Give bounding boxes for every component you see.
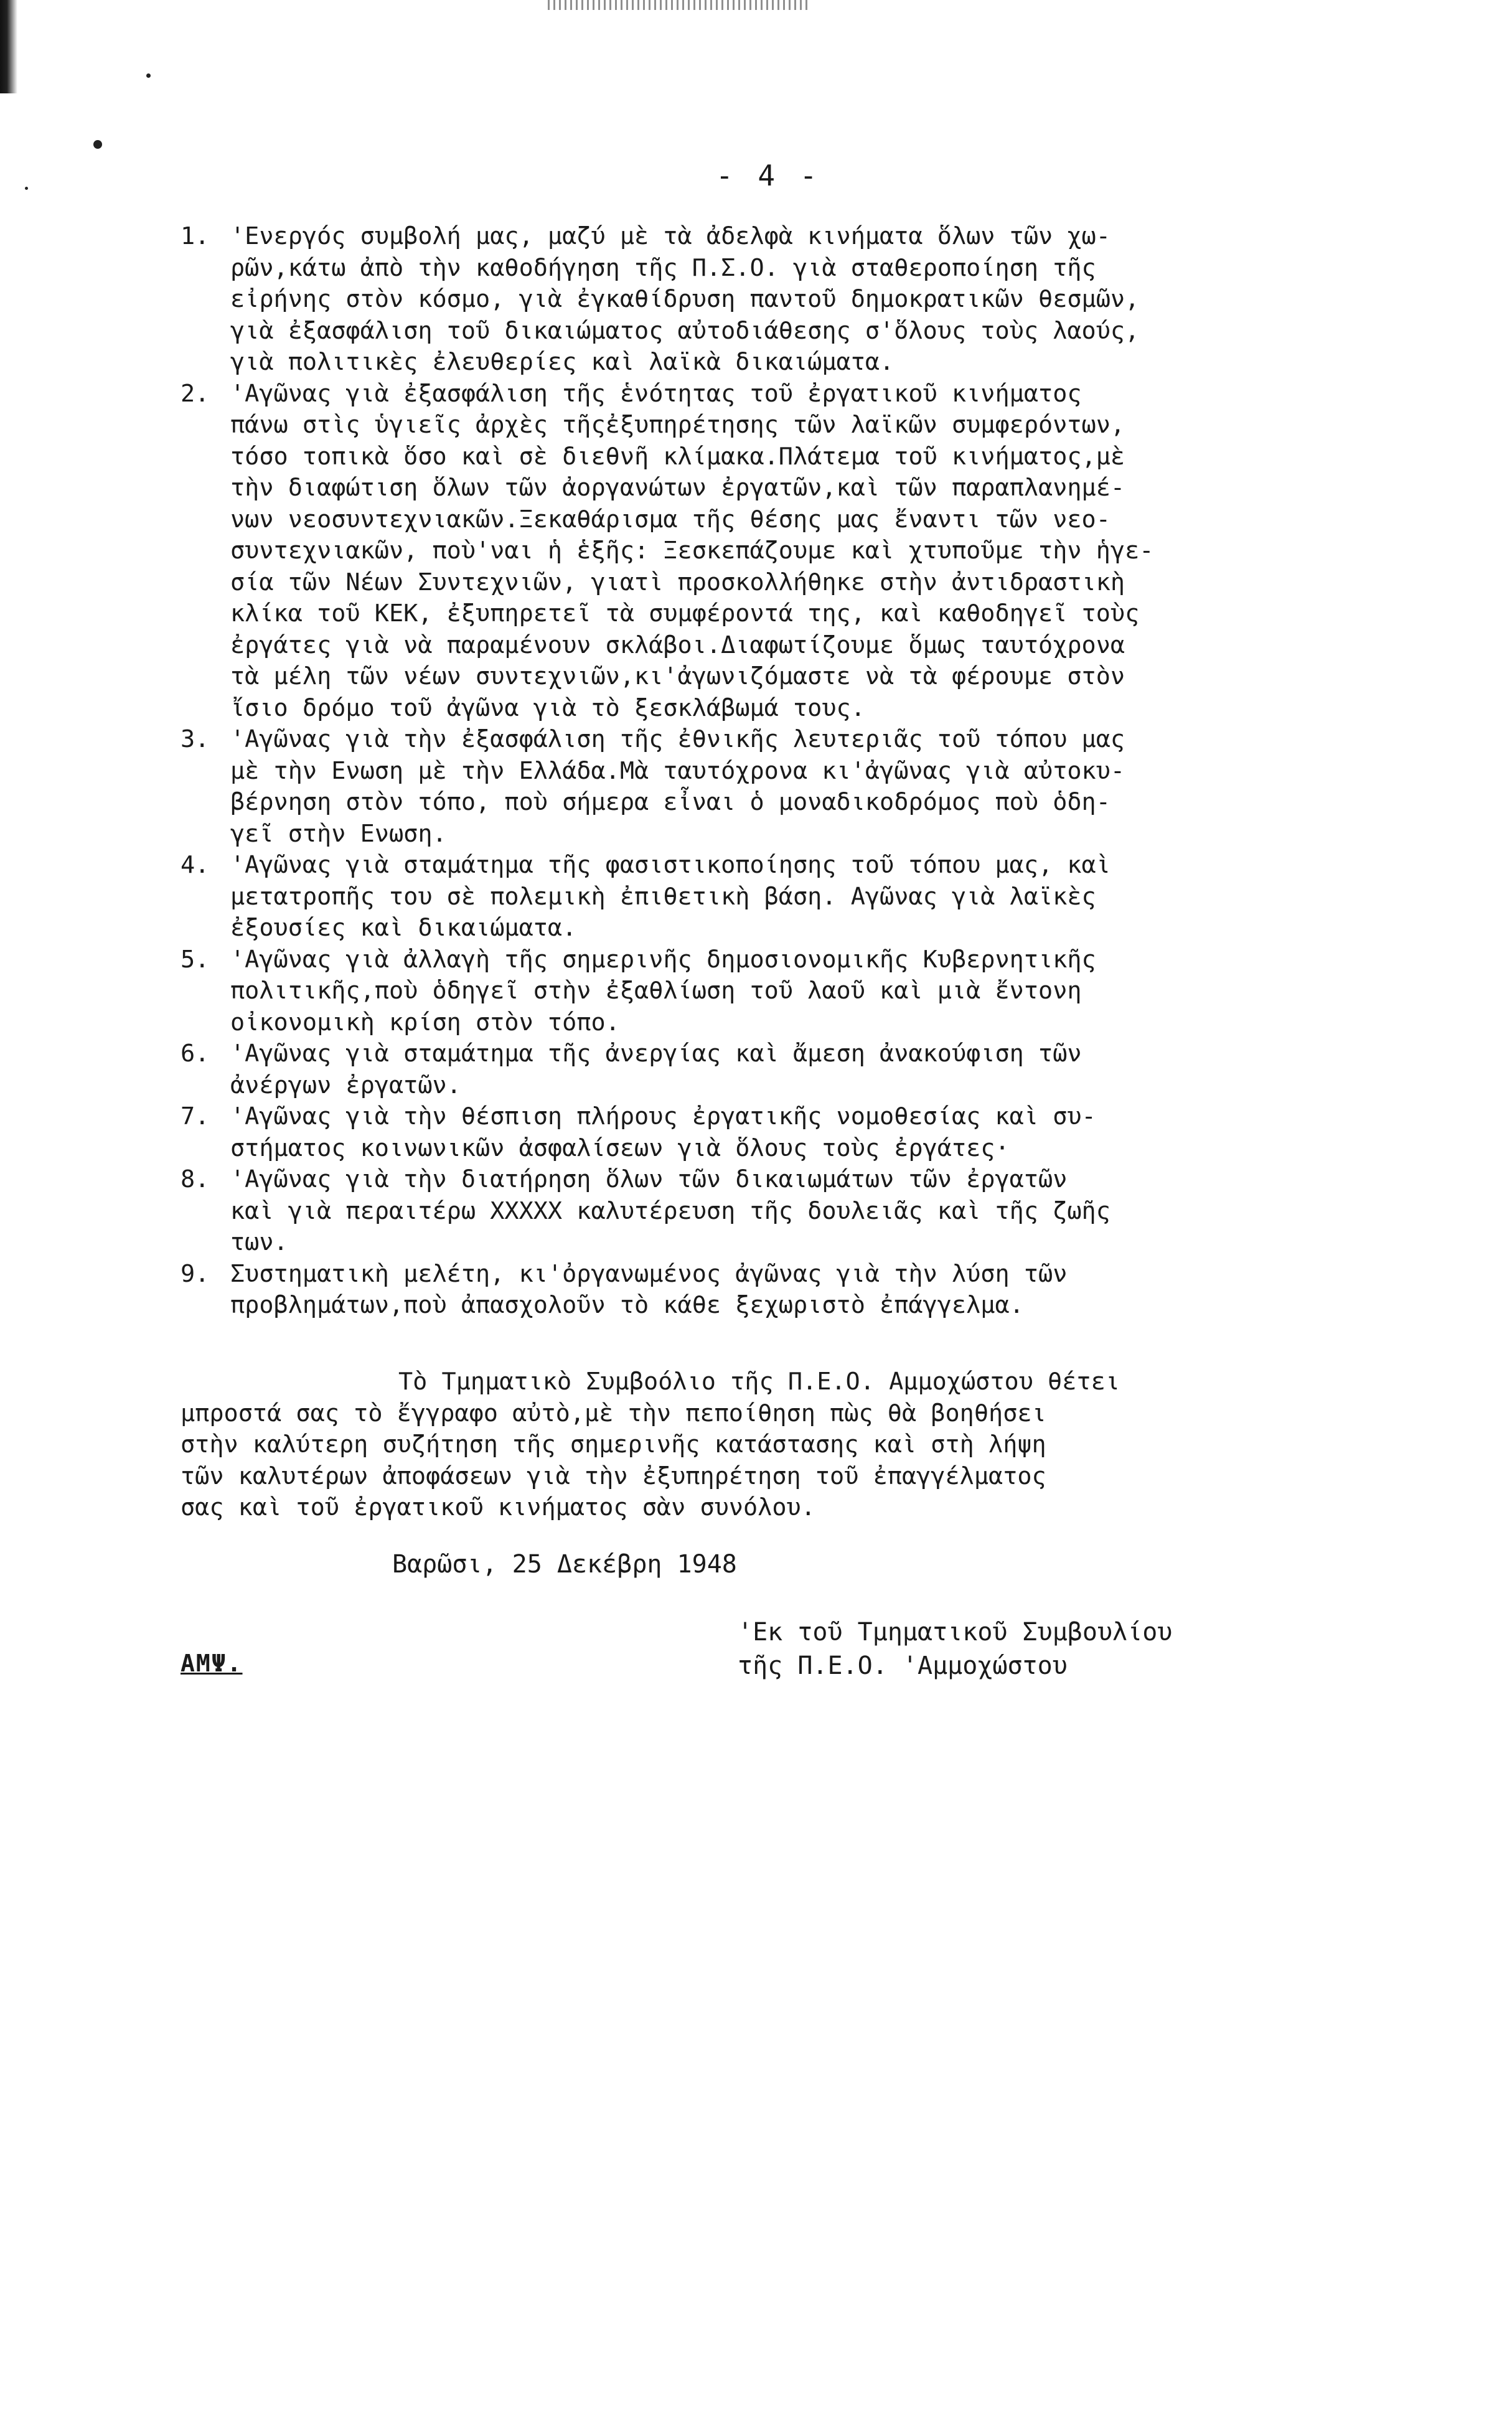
list-item-line: στήματος κοινωνικῶν ἀσφαλίσεων γιὰ ὅλους τοὺς ἐργάτες·: [230, 1134, 1010, 1162]
list-item-number: 4.: [181, 851, 210, 879]
list-item-number: 3.: [181, 725, 210, 753]
list-item-number: 7.: [181, 1102, 210, 1130]
scan-speck: [146, 73, 151, 78]
date-line: Βαρῶσι, 25 Δεκέβρη 1948: [392, 1550, 737, 1579]
scan-edge-shadow: [0, 0, 17, 93]
list-item-line: τὰ μέλη τῶν νέων συντεχνιῶν,κι'ἀγωνιζόμαστε νὰ τὰ φέρουμε στὸν: [230, 662, 1125, 690]
list-item: [181, 1164, 1376, 1259]
list-item-line: 'Αγῶνας γιὰ τὴν ἐξασφάλιση τῆς ἐθνικῆς λευτεριᾶς τοῦ τόπου μας: [230, 725, 1125, 753]
list-item-line: προβλημάτων,ποὺ ἀπασχολοῦν τὸ κάθε ξεχωριστὸ ἐπάγγελμα.: [230, 1291, 1024, 1319]
list-item: [181, 221, 1376, 378]
paragraph-line: Τὸ Τμηματικὸ Συμβοόλιο τῆς Π.Ε.Ο. Αμμοχώστου θέτει: [398, 1368, 1120, 1396]
signature-line-2: τῆς Π.Ε.Ο. 'Αμμοχώστου: [738, 1651, 1068, 1680]
list-item-number: 6.: [181, 1040, 210, 1068]
list-item-line: μὲ τὴν Ενωση μὲ τὴν Ελλάδα.Μὰ ταυτόχρονα κι'ἀγῶνας γιὰ αὐτοκυ-: [230, 756, 1125, 785]
list-item: [181, 378, 1376, 725]
list-item-line: 'Αγῶνας γιὰ σταμάτημα τῆς φασιστικοποίησης τοῦ τόπου μας, καὶ: [230, 851, 1111, 879]
signature-line-1: 'Εκ τοῦ Τμηματικοῦ Συμβουλίου: [738, 1618, 1173, 1647]
paragraph-line: σας καὶ τοῦ ἐργατικοῦ κινήματος σὰν συνόλου.: [181, 1493, 815, 1521]
page-number: - 4 -: [716, 159, 821, 192]
paragraph-line: μπροστά σας τὸ ἔγγραφο αὐτὸ,μὲ τὴν πεποίθηση πὼς θὰ βοηθήσει: [181, 1399, 1046, 1427]
list-item: [181, 944, 1376, 1039]
list-item-line: νων νεοσυντεχνιακῶν.Ξεκαθάρισμα τῆς θέσης μας ἔναντι τῶν νεο-: [230, 505, 1111, 533]
paragraph-line: τῶν καλυτέρων ἀποφάσεων γιὰ τὴν ἐξυπηρέτηση τοῦ ἐπαγγέλματος: [181, 1462, 1046, 1490]
list-item-line: τὴν διαφώτιση ὅλων τῶν ἀοργανώτων ἐργατῶν,καὶ τῶν παραπλανημέ-: [230, 474, 1125, 502]
list-item-line: μετατροπῆς του σὲ πολεμικὴ ἐπιθετικὴ βάση. Αγῶνας γιὰ λαϊκὲς: [230, 882, 1096, 911]
list-item-line: καὶ γιὰ περαιτέρω ΧΧΧΧΧ καλυτέρευση τῆς δουλειᾶς καὶ τῆς ζωῆς: [230, 1196, 1111, 1225]
list-item-line: γιὰ ἐξασφάλιση τοῦ δικαιώματος αὐτοδιάθεσης σ'ὅλους τοὺς λαούς,: [230, 316, 1140, 345]
list-item: [181, 724, 1376, 850]
list-item-line: τόσο τοπικὰ ὅσο καὶ σὲ διεθνῆ κλίμακα.Πλάτεμα τοῦ κινήματος,μὲ: [230, 442, 1125, 471]
list-item-number: 8.: [181, 1165, 210, 1193]
typist-initials: ΑΜΨ.: [181, 1650, 243, 1677]
scan-top-noise: [548, 0, 809, 10]
list-item-line: συντεχνιακῶν, ποὺ'ναι ἡ ἑξῆς: Ξεσκεπάζουμε καὶ χτυποῦμε τὴν ἡγε-: [230, 537, 1154, 565]
signature-block: [738, 1615, 1172, 1683]
list-item-line: γεῖ στὴν Ενωση.: [230, 819, 447, 848]
list-item-number: 9.: [181, 1259, 210, 1288]
list-item-line: των.: [230, 1228, 288, 1256]
list-item: [181, 850, 1376, 944]
paragraph-line: στὴν καλύτερη συζήτηση τῆς σημερινῆς κατάστασης καὶ στὴ λήψη: [181, 1431, 1046, 1459]
list-item-line: ἐξουσίες καὶ δικαιώματα.: [230, 914, 577, 942]
list-item-line: πάνω στὶς ὑγιεῖς ἀρχὲς τῆςἐξυπηρέτησης τῶν λαϊκῶν συμφερόντων,: [230, 411, 1125, 439]
list-item-line: πολιτικῆς,ποὺ ὁδηγεῖ στὴν ἐξαθλίωση τοῦ λαοῦ καὶ μιὰ ἔντονη: [230, 977, 1082, 1005]
list-item-number: 1.: [181, 222, 210, 250]
list-item-line: βέρνηση στὸν τόπο, ποὺ σήμερα εἶναι ὁ μοναδικοδρόμος ποὺ ὁδη-: [230, 788, 1111, 816]
scan-speck: [25, 187, 28, 190]
demands-list: [181, 221, 1376, 1322]
list-item-line: οἰκονομικὴ κρίση στὸν τόπο.: [230, 1008, 620, 1036]
list-item-line: 'Αγῶνας γιὰ ἀλλαγὴ τῆς σημερινῆς δημοσιονομικῆς Κυβερνητικῆς: [230, 945, 1096, 974]
list-item-line: Συστηματικὴ μελέτη, κι'ὀργανωμένος ἀγῶνας γιὰ τὴν λύση τῶν: [230, 1259, 1068, 1288]
scan-speck: [93, 140, 102, 149]
list-item-line: 'Αγῶνας γιὰ τὴν διατήρηση ὅλων τῶν δικαιωμάτων τῶν ἐργατῶν: [230, 1165, 1068, 1193]
list-item-line: γιὰ πολιτικὲς ἐλευθερίες καὶ λαϊκὰ δικαιώματα.: [230, 348, 895, 376]
list-item: [181, 1038, 1376, 1101]
list-item-line: σία τῶν Νέων Συντεχνιῶν, γιατὶ προσκολλήθηκε στὴν ἀντιδραστικὴ: [230, 568, 1125, 596]
list-item-line: 'Αγῶνας γιὰ ἐξασφάλιση τῆς ἑνότητας τοῦ ἐργατικοῦ κινήματος: [230, 379, 1082, 408]
list-item-number: 2.: [181, 379, 210, 408]
list-item-line: ἐργάτες γιὰ νὰ παραμένουν σκλάβοι.Διαφωτίζουμε ὅμως ταυτόχρονα: [230, 631, 1125, 659]
list-item-line: κλίκα τοῦ ΚΕΚ, ἐξυπηρετεῖ τὰ συμφέροντά της, καὶ καθοδηγεῖ τοὺς: [230, 599, 1140, 627]
list-item-line: εἰρήνης στὸν κόσμο, γιὰ ἐγκαθίδρυση παντοῦ δημοκρατικῶν θεσμῶν,: [230, 285, 1140, 313]
list-item-line: ἀνέργων ἐργατῶν.: [230, 1071, 461, 1099]
list-item-number: 5.: [181, 945, 210, 974]
closing-paragraph: [181, 1366, 1376, 1524]
list-item-line: 'Αγῶνας γιὰ τὴν θέσπιση πλήρους ἐργατικῆς νομοθεσίας καὶ συ-: [230, 1102, 1096, 1130]
list-item-line: ἴσιο δρόμο τοῦ ἀγῶνα γιὰ τὸ ξεσκλάβωμά τους.: [230, 693, 865, 722]
list-item: [181, 1259, 1376, 1322]
list-item-line: 'Αγῶνας γιὰ σταμάτημα τῆς ἀνεργίας καὶ ἄμεση ἀνακούφιση τῶν: [230, 1040, 1082, 1068]
list-item: [181, 1101, 1376, 1164]
list-item-line: ρῶν,κάτω ἀπὸ τὴν καθοδήγηση τῆς Π.Σ.Ο. γιὰ σταθεροποίηση τῆς: [230, 253, 1096, 282]
list-item-line: 'Ενεργός συμβολή μας, μαζύ μὲ τὰ ἀδελφὰ κινήματα ὅλων τῶν χω-: [230, 222, 1111, 250]
